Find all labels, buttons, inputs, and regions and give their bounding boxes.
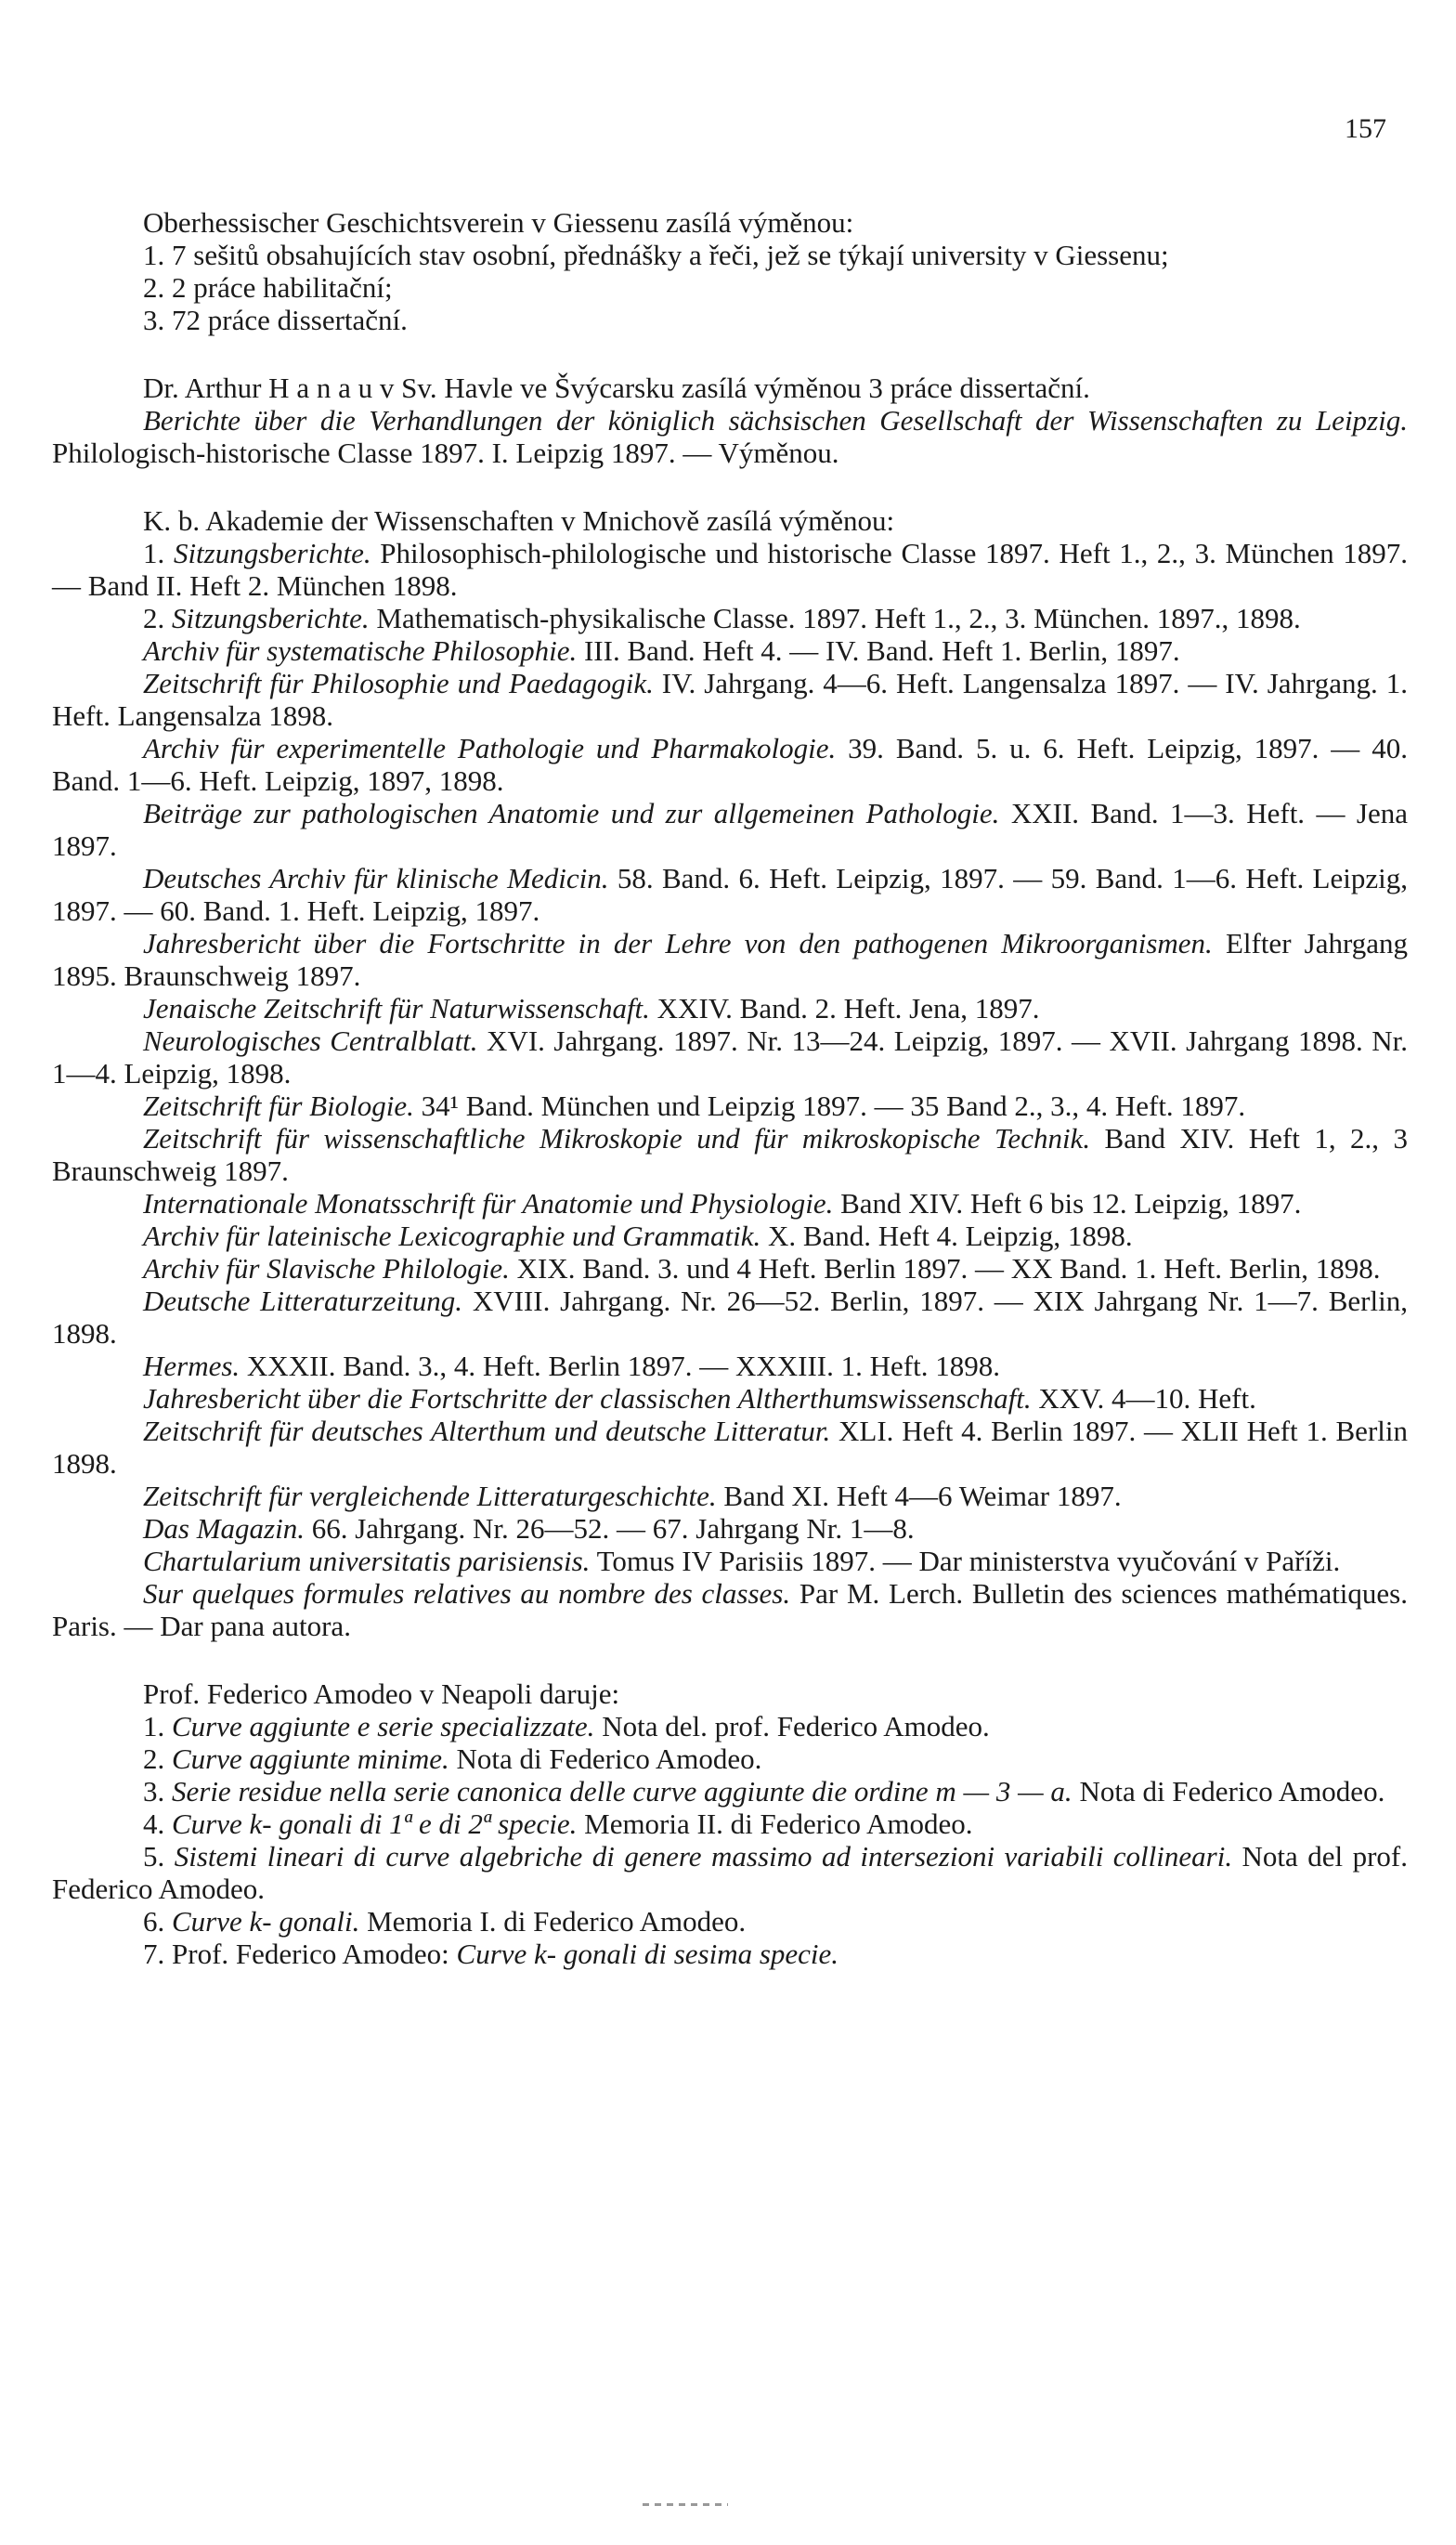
list-item: 1. 7 sešitů obsahujících stav osobní, přednášky a řeči, jež se týkají university v Giessenu; [143,239,1169,271]
section-header: K. b. Akademie der Wissenschaften v Mnichově zasílá výměnou: [143,504,895,537]
item-title: Jahresbericht über die Fortschritte der classischen Altherthumswissenschaft. [143,1382,1032,1415]
item-title: Sitzungsberichte. [173,537,371,569]
section-gap [52,1642,1408,1677]
document-body [52,206,1408,1970]
list-item: Zeitschrift für wissenschaftliche Mikroskopie und für mikroskopische Technik. Band XIV. Heft 1, 2., 3 Braunschweig 1897. [52,1122,1408,1187]
item-title: Archiv für lateinische Lexicographie und Grammatik. [143,1220,761,1252]
list-item: 2. Curve aggiunte minime. Nota di Federico Amodeo. [143,1742,762,1775]
list-item: 3. Serie residue nella serie canonica delle curve aggiunte die ordine m — 3 — a. Nota di Federico Amodeo. [143,1775,1385,1808]
list-item: Jahresbericht über die Fortschritte der classischen Altherthumswissenschaft. XXV. 4—10. Heft. [143,1382,1256,1415]
item-title: Hermes. [143,1350,240,1382]
list-item: 1. Sitzungsberichte. Philosophisch-philologische und historische Classe 1897. Heft 1., 2., 3. München 1897. — Band II. Heft 2. München 1898. [52,537,1409,602]
item-title: Jenaische Zeitschrift für Naturwissenschaft. [143,992,650,1025]
list-item: Zeitschrift für vergleichende Litteraturgeschichte. Band XI. Heft 4—6 Weimar 1897. [143,1480,1122,1512]
item-title: Jahresbericht über die Fortschritte in der Lehre von den pathogenen Mikroorganismen. [143,927,1213,959]
item-title: Deutsches Archiv für klinische Medicin. [143,862,609,894]
list-item: Berichte über die Verhandlungen der königlich sächsischen Gesellschaft der Wissenschaften zu Leipzig. Philologisch-historische Classe 1897. I. Leipzig 1897. — Výměnou. [52,404,1408,469]
section-header: Dr. Arthur H a n a u v Sv. Havle ve Švýcarsku zasílá výměnou 3 práce dissertační. [143,372,1090,404]
list-item: Beiträge zur pathologischen Anatomie und zur allgemeinen Pathologie. XXII. Band. 1—3. Heft. — Jena 1897. [52,797,1408,862]
item-title: Zeitschrift für wissenschaftliche Mikroskopie und für mikroskopische Technik. [143,1122,1091,1155]
list-item: Archiv für Slavische Philologie. XIX. Band. 3. und 4 Heft. Berlin 1897. — XX Band. 1. Heft. Berlin, 1898. [143,1252,1381,1285]
item-title: Curve aggiunte minime. [172,1742,449,1775]
item-title: Sitzungsberichte. [172,602,370,634]
item-title: Zeitschrift für vergleichende Litteraturgeschichte. [143,1480,717,1512]
item-title: Archiv für systematische Philosophie. [143,634,578,667]
item-title: Deutsche Litteraturzeitung. [143,1285,463,1317]
section-header: Prof. Federico Amodeo v Neapoli daruje: [143,1677,620,1710]
list-item: 6. Curve k- gonali. Memoria I. di Federico Amodeo. [143,1905,747,1938]
page-number: 157 [1345,113,1386,144]
list-item: Chartularium universitatis parisiensis. Tomus IV Parisiis 1897. — Dar ministerstva vyučování v Paříži. [143,1545,1341,1577]
list-item: Jahresbericht über die Fortschritte in der Lehre von den pathogenen Mikroorganismen. Elfter Jahrgang 1895. Braunschweig 1897. [52,927,1408,992]
item-title: Zeitschrift für Biologie. [143,1090,414,1122]
list-item: 2. 2 práce habilitační; [143,271,393,304]
item-title: Sur quelques formules relatives au nombre des classes. [143,1577,791,1610]
list-item: Zeitschrift für deutsches Alterthum und deutsche Litteratur. XLI. Heft 4. Berlin 1897. — XLII Heft 1. Berlin 1898. [52,1415,1408,1480]
list-item: Zeitschrift für Biologie. 34¹ Band. München und Leipzig 1897. — 35 Band 2., 3., 4. Heft. 1897. [143,1090,1246,1122]
item-title: Curve aggiunte e serie specializzate. [172,1710,595,1742]
item-title: Curve k- gonali. [172,1905,360,1938]
list-item: 5. Sistemi lineari di curve algebriche di genere massimo ad intersezioni variabili collineari. Nota del prof. Federico Amodeo. [52,1840,1408,1905]
item-title: Zeitschrift für deutsches Alterthum und deutsche Litteratur. [143,1415,831,1447]
list-item: 3. 72 práce dissertační. [143,304,408,336]
section-header: Oberhessischer Geschichtsverein v Giessenu zasílá výměnou: [143,206,854,239]
item-title: Das Magazin. [143,1512,305,1545]
list-item: Zeitschrift für Philosophie und Paedagogik. IV. Jahrgang. 4—6. Heft. Langensalza 1897. — IV. Jahrgang. 1. Heft. Langensalza 1898. [52,667,1408,732]
item-title: Archiv für experimentelle Pathologie und Pharmakologie. [143,732,837,764]
item-title: Berichte über die Verhandlungen der königlich sächsischen Gesellschaft der Wissenschaften zu Leipzig. [143,404,1408,437]
list-item: Hermes. XXXII. Band. 3., 4. Heft. Berlin 1897. — XXXIII. 1. Heft. 1898. [143,1350,1000,1382]
list-item: Archiv für experimentelle Pathologie und Pharmakologie. 39. Band. 5. u. 6. Heft. Leipzig, 1897. — 40. Band. 1—6. Heft. Leipzig, 1897, 1898. [52,732,1408,797]
list-item: Internationale Monatsschrift für Anatomie und Physiologie. Band XIV. Heft 6 bis 12. Leipzig, 1897. [143,1187,1302,1220]
item-title: Sistemi lineari di curve algebriche di genere massimo ad intersezioni variabili collineari. [174,1840,1233,1873]
section-gap [52,469,1408,504]
item-title: Internationale Monatsschrift für Anatomie und Physiologie. [143,1187,834,1220]
list-item: Sur quelques formules relatives au nombre des classes. Par M. Lerch. Bulletin des sciences mathématiques. Paris. — Dar pana autora. [52,1577,1408,1642]
item-title: Zeitschrift für Philosophie und Paedagogik. [143,667,654,699]
item-title: Curve k- gonali di 1ª e di 2ª specie. [172,1808,578,1840]
section-gap [52,336,1408,372]
item-title: Neurologisches Centralblatt. [143,1025,478,1057]
item-title: Beiträge zur pathologischen Anatomie und zur allgemeinen Pathologie. [143,797,1000,829]
item-title: Chartularium universitatis parisiensis. [143,1545,591,1577]
list-item: Deutsche Litteraturzeitung. XVIII. Jahrgang. Nr. 26—52. Berlin, 1897. — XIX Jahrgang Nr. 1—7. Berlin, 1898. [52,1285,1408,1350]
list-item: 2. Sitzungsberichte. Mathematisch-physikalische Classe. 1897. Heft 1., 2., 3. München. 1897., 1898. [143,602,1301,634]
bottom-rule [643,2503,728,2506]
item-title: Archiv für Slavische Philologie. [143,1252,510,1285]
item-title: Serie residue nella serie canonica delle curve aggiunte die ordine m — 3 — a. [172,1775,1072,1808]
list-item: Neurologisches Centralblatt. XVI. Jahrgang. 1897. Nr. 13—24. Leipzig, 1897. — XVII. Jahrgang 1898. Nr. 1—4. Leipzig, 1898. [52,1025,1408,1090]
list-item: 1. Curve aggiunte e serie specializzate. Nota del. prof. Federico Amodeo. [143,1710,990,1742]
list-item: Archiv für lateinische Lexicographie und Grammatik. X. Band. Heft 4. Leipzig, 1898. [143,1220,1133,1252]
list-item: Archiv für systematische Philosophie. III. Band. Heft 4. — IV. Band. Heft 1. Berlin, 1897. [143,634,1180,667]
list-item: Das Magazin. 66. Jahrgang. Nr. 26—52. — 67. Jahrgang Nr. 1—8. [143,1512,915,1545]
list-item: Jenaische Zeitschrift für Naturwissenschaft. XXIV. Band. 2. Heft. Jena, 1897. [143,992,1040,1025]
list-item: 4. Curve k- gonali di 1ª e di 2ª specie. Memoria II. di Federico Amodeo. [143,1808,973,1840]
list-item: Deutsches Archiv für klinische Medicin. 58. Band. 6. Heft. Leipzig, 1897. — 59. Band. 1—6. Heft. Leipzig, 1897. — 60. Band. 1. Heft. Leipzig, 1897. [52,862,1408,927]
item-title: Curve k- gonali di sesima specie. [456,1938,839,1970]
list-item: 7. Prof. Federico Amodeo: Curve k- gonali di sesima specie. [143,1938,839,1970]
